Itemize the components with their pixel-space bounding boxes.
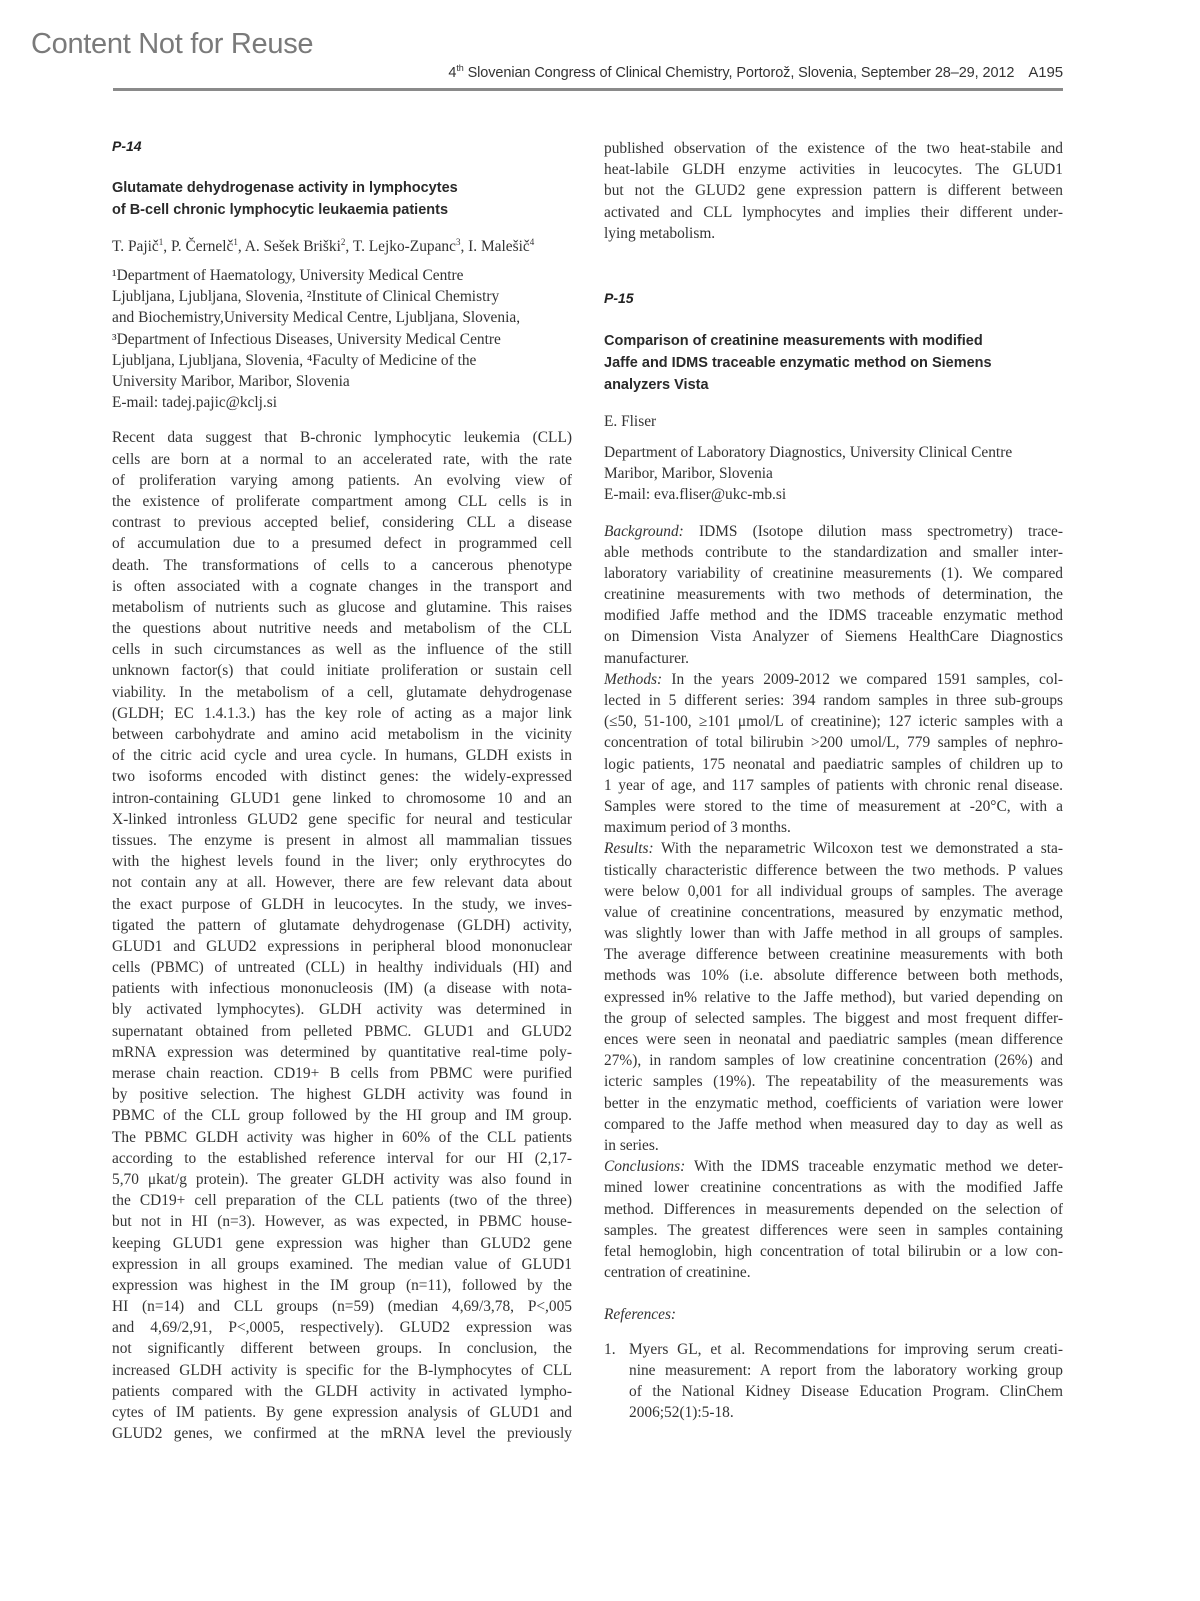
body-line: Samples were stored to the time of measurement at -20°C, with a: [604, 797, 1063, 815]
body-line: expressed in% relative to the Jaffe method), but varied depending on: [604, 988, 1063, 1006]
author-list: E. Fliser: [604, 412, 657, 430]
body-line: modified Jaffe method and the IDMS traceable enzymatic method: [604, 607, 1063, 625]
body-line: laboratory variability of creatinine measurements (1). We compared: [604, 564, 1063, 582]
abstract-body: [604, 521, 1063, 1284]
body-line: of proliferation varying among patients. An evolving view of: [112, 471, 572, 489]
section-conclusions: Conclusions: With the IDMS traceable enzymatic method we deter-: [604, 1158, 1063, 1176]
body-line: unknown factor(s) that could initiate proliferation or sustain cell: [112, 662, 572, 680]
body-line: compared to the Jaffe method when measured day to day as well as: [604, 1115, 1063, 1133]
body-line: according to the established reference interval for our HI (2,17-: [112, 1149, 572, 1167]
body-line: but not in HI (n=3). However, as was expected, in PBMC house-: [112, 1213, 572, 1231]
body-line: 5,70 μkat/g protein). The greater GLDH activity was also found in: [112, 1170, 572, 1188]
body-line: between carbohydrate and amino acid metabolism in the vicinity: [112, 726, 572, 744]
header-rule: [113, 88, 1063, 91]
body-line: heat-labile GLDH enzyme activities in leucocytes. The GLUD1: [604, 161, 1063, 179]
body-line: keeping GLUD1 gene expression was higher than GLUD2 gene: [112, 1234, 572, 1252]
affiliation-line: Ljubljana, Ljubljana, Slovenia, ⁴Faculty of Medicine of the: [112, 351, 477, 369]
body-line: tigated the pattern of glutamate dehydrogenase (GLDH) activity,: [112, 916, 572, 934]
abstract-body-continued: [604, 138, 1063, 244]
abstract-title-line: Glutamate dehydrogenase activity in lymphocytes: [112, 180, 458, 196]
body-line: X-linked intronless GLUD2 gene specific for neural and testicular: [112, 810, 572, 828]
body-line: with the highest levels found in the liver; only erythrocytes do: [112, 853, 572, 871]
abstract-id: P-14: [112, 138, 142, 154]
body-line: merase chain reaction. CD19+ B cells from PBMC were purified: [112, 1065, 572, 1083]
body-line: The PBMC GLDH activity was higher in 60% of the CLL patients: [112, 1128, 572, 1146]
body-line: death. The transformations of cells to a cancerous phenotype: [112, 556, 572, 574]
body-line: by positive selection. The highest GLDH activity was found in: [112, 1086, 572, 1104]
watermark: Content Not for Reuse: [31, 28, 314, 60]
author: T. Pajič$^1$: [112, 236, 164, 255]
body-line: tistically characteristic difference between the two methods. P values: [604, 861, 1063, 879]
affiliation-line: University Maribor, Maribor, Slovenia: [112, 373, 350, 391]
affiliation-line: and Biochemistry,University Medical Centre, Ljubljana, Slovenia,: [112, 309, 521, 327]
body-line: icteric samples (19%). The repeatability of the measurements was: [604, 1073, 1063, 1091]
body-line: and 4,69/2,91, P<,0005, respectively). GLUD2 expression was: [112, 1319, 572, 1337]
body-line: expression in all groups examined. The median value of GLUD1: [112, 1255, 572, 1273]
body-line: logic patients, 175 neonatal and paediatric samples of children up to: [604, 755, 1063, 773]
affiliation-line: ³Department of Infectious Diseases, University Medical Centre: [112, 330, 501, 348]
body-line: cells in such circumstances as well as the influence of the still: [112, 641, 572, 659]
body-line: maximum period of 3 months.: [604, 819, 791, 837]
body-line: the group of selected samples. The biggest and most frequent differ-: [604, 1009, 1063, 1027]
body-line: lying metabolism.: [604, 224, 716, 242]
section-label: Conclusions:: [604, 1158, 686, 1176]
body-line: mined lower creatinine concentrations as with the modified Jaffe: [604, 1179, 1063, 1197]
body-line: published observation of the existence of the two heat-stabile and: [604, 140, 1063, 157]
author: I. Malešič$^4$: [468, 236, 535, 255]
email: E-mail: eva.fliser@ukc-mb.si: [604, 486, 787, 504]
abstract-body: [112, 427, 572, 1444]
body-line: GLUD1 and GLUD2 expressions in peripheral blood mononuclear: [112, 937, 572, 955]
reference-line: of the National Kidney Disease Education Program. ClinChem: [629, 1382, 1063, 1400]
body-line: the CD19+ cell preparation of the CLL patients (two of the three): [112, 1192, 572, 1210]
section-label: Methods:: [604, 670, 663, 688]
body-line: of accumulation due to a presumed defect in programmed cell: [112, 535, 572, 553]
body-line: method. Differences in measurements depended on the selection of: [604, 1200, 1063, 1218]
body-line: ences were seen in neonatal and paediatric samples (mean difference: [604, 1031, 1063, 1049]
abstract-title-line: Comparison of creatinine measurements with modified: [604, 332, 983, 349]
body-line: cytes of IM patients. By gene expression analysis of GLUD1 and: [112, 1404, 572, 1422]
reference-line: 2006;52(1):5-18.: [629, 1404, 734, 1422]
body-line: PBMC of the CLL group followed by the HI group and IM group.: [112, 1107, 572, 1125]
reference-line: nine measurement: A report from the laboratory working group: [629, 1361, 1063, 1379]
body-line: was slightly lower than with Jaffe method in all groups of samples.: [604, 925, 1063, 943]
section-label: Results:: [604, 840, 654, 858]
abstract-id: P-15: [604, 289, 634, 306]
section-background: Background: IDMS (Isotope dilution mass spectrometry) trace-: [604, 522, 1063, 540]
abstract-title: [112, 177, 572, 221]
body-line: supernatant obtained from pelleted PBMC. GLUD1 and GLUD2: [112, 1022, 572, 1040]
abstract-title-line: of B-cell chronic lymphocytic leukaemia patients: [112, 202, 449, 218]
body-line: intron-containing GLUD1 gene linked to chromosome 10 and an: [112, 789, 572, 807]
author: P. Černelč$^1$: [170, 236, 238, 255]
body-line: patients with infectious mononucleosis (IM) (a disease with nota-: [112, 980, 572, 998]
author: A. Sešek Briški$^2$: [244, 236, 346, 255]
reference-number: 1.: [604, 1340, 616, 1358]
body-line: not contain any at all. However, there are few relevant data about: [112, 874, 572, 892]
affiliations: [112, 265, 572, 413]
author: T. Lejko-Zupanc$^3$: [352, 236, 461, 255]
affiliation-line: Ljubljana, Ljubljana, Slovenia, ²Institute of Clinical Chemistry: [112, 288, 500, 306]
body-line: is often associated with a cognate changes in the transport and: [112, 577, 572, 595]
body-line: activated and CLL lymphocytes and implies their different under-: [604, 203, 1063, 221]
email: E-mail: tadej.pajic@kclj.si: [112, 394, 278, 412]
affiliation-line: Department of Laboratory Diagnostics, University Clinical Centre: [604, 443, 1013, 461]
body-line: not significantly different between groups. In conclusion, the: [112, 1340, 572, 1358]
body-line: 27%), in random samples of low creatinine concentration (26%) and: [604, 1052, 1063, 1070]
affiliation-line: ¹Department of Haematology, University Medical Centre: [112, 267, 464, 284]
body-line: contrast to previous accepted belief, considering CLL a disease: [112, 514, 572, 532]
body-line: in series.: [604, 1136, 659, 1154]
body-line: concentration of total bilirubin >200 umol/L, 779 samples of nephro-: [604, 734, 1063, 752]
references-heading: References:: [604, 1306, 677, 1324]
body-line: of the citric acid cycle and urea cycle. In humans, GLDH exists in: [112, 747, 572, 765]
reference-line: Myers GL, et al. Recommendations for improving serum creati-: [629, 1340, 1063, 1358]
body-line: but not the GLUD2 gene expression pattern is different between: [604, 182, 1063, 200]
body-line: lected in 5 different series: 394 random samples in three sub-groups: [604, 692, 1063, 710]
body-line: on Dimension Vista Analyzer of Siemens HealthCare Diagnostics: [604, 628, 1063, 646]
section-methods: Methods: In the years 2009-2012 we compared 1591 samples, col-: [604, 670, 1063, 688]
running-head-ordinal: 4: [448, 64, 457, 81]
author-list: T. Pajič$^1$, P. Černelč$^1$, A. Sešek Briški$^2$, T. Lejko-Zupanc$^3$, I. Malešič$^4$: [112, 236, 535, 255]
body-line: better in the enzymatic method, coefficients of variation were lower: [604, 1094, 1063, 1112]
body-line: expression was highest in the IM group (n=11), followed by the: [112, 1276, 572, 1294]
page-number: A195: [1028, 63, 1063, 81]
body-line: patients compared with the GLDH activity in activated lympho-: [112, 1382, 572, 1400]
body-line: The average difference between creatinine measurements with both: [604, 946, 1063, 964]
body-line: value of creatinine concentrations, measured by enzymatic method,: [604, 903, 1063, 921]
body-line: GLUD2 genes, we confirmed at the mRNA level the previously: [112, 1425, 572, 1443]
right-column: [604, 138, 1063, 1423]
body-line: able methods contribute to the standardization and smaller inter-: [604, 543, 1063, 561]
reference-list: [604, 1339, 1063, 1424]
body-line: methods was 10% (i.e. absolute difference between both methods,: [604, 967, 1063, 985]
body-line: 1 year of age, and 117 samples of patients with chronic renal disease.: [604, 776, 1063, 794]
abstract-title-line: Jaffe and IDMS traceable enzymatic method on Siemens: [604, 354, 992, 371]
running-head-ordinal-suffix: th: [456, 63, 464, 73]
body-line: the existence of proliferate compartment among CLL cells is in: [112, 492, 572, 510]
body-line: mRNA expression was determined by quantitative real-time poly-: [112, 1043, 572, 1061]
affiliations: [604, 442, 1063, 506]
body-line: creatinine measurements with two methods of determination, the: [604, 586, 1063, 604]
section-results: Results: With the neparametric Wilcoxon test we demonstrated a sta-: [604, 840, 1063, 858]
body-line: metabolism of nutrients such as glucose and glutamine. This raises: [112, 598, 572, 616]
body-line: (GLDH; EC 1.4.1.3.) has the key role of acting as a major link: [112, 704, 572, 722]
body-line: HI (n=14) and CLL groups (n=59) (median 4,69/3,78, P<,005: [112, 1298, 572, 1316]
abstract-title-line: analyzers Vista: [604, 376, 709, 393]
left-column: [112, 138, 572, 1444]
affiliation-line: Maribor, Maribor, Slovenia: [604, 465, 773, 483]
running-head: [115, 63, 1063, 81]
body-line: samples. The greatest differences were seen in samples containing: [604, 1221, 1063, 1239]
abstract-title: [604, 330, 1063, 396]
body-line: were below 0,001 for all individual groups of samples. The average: [604, 882, 1063, 900]
body-line: manufacturer.: [604, 649, 690, 667]
body-line: cells are born at a normal to an accelerated rate, with the rate: [112, 450, 572, 468]
body-line: (≤50, 51-100, ≥101 μmol/L of creatinine); 127 icteric samples with a: [604, 713, 1063, 731]
reference-item: [604, 1339, 1063, 1424]
section-label: Background:: [604, 522, 684, 540]
body-line: bly activated lymphocytes). GLDH activity was determined in: [112, 1001, 572, 1019]
body-line: centration of creatinine.: [604, 1264, 751, 1282]
body-line: tissues. The enzyme is present in almost all mammalian tissues: [112, 831, 572, 849]
body-line: two isoforms encoded with distinct genes: the widely-expressed: [112, 768, 572, 786]
body-line: Recent data suggest that B-chronic lymphocytic leukemia (CLL): [112, 429, 572, 447]
body-line: the questions about nutritive needs and metabolism of the CLL: [112, 620, 572, 638]
body-line: cells (PBMC) of untreated (CLL) in healthy individuals (HI) and: [112, 959, 572, 977]
body-line: viability. In the metabolism of a cell, glutamate dehydrogenase: [112, 683, 572, 701]
body-line: the exact purpose of GLDH in leucocytes. In the study, we inves-: [112, 895, 572, 913]
body-line: increased GLDH activity is specific for the B-lymphocytes of CLL: [112, 1361, 572, 1379]
body-line: fetal hemoglobin, high concentration of total bilirubin or a low con-: [604, 1242, 1063, 1260]
running-head-title: Slovenian Congress of Clinical Chemistry, Portorož, Slovenia, September 28–29, 2012: [463, 64, 1015, 81]
